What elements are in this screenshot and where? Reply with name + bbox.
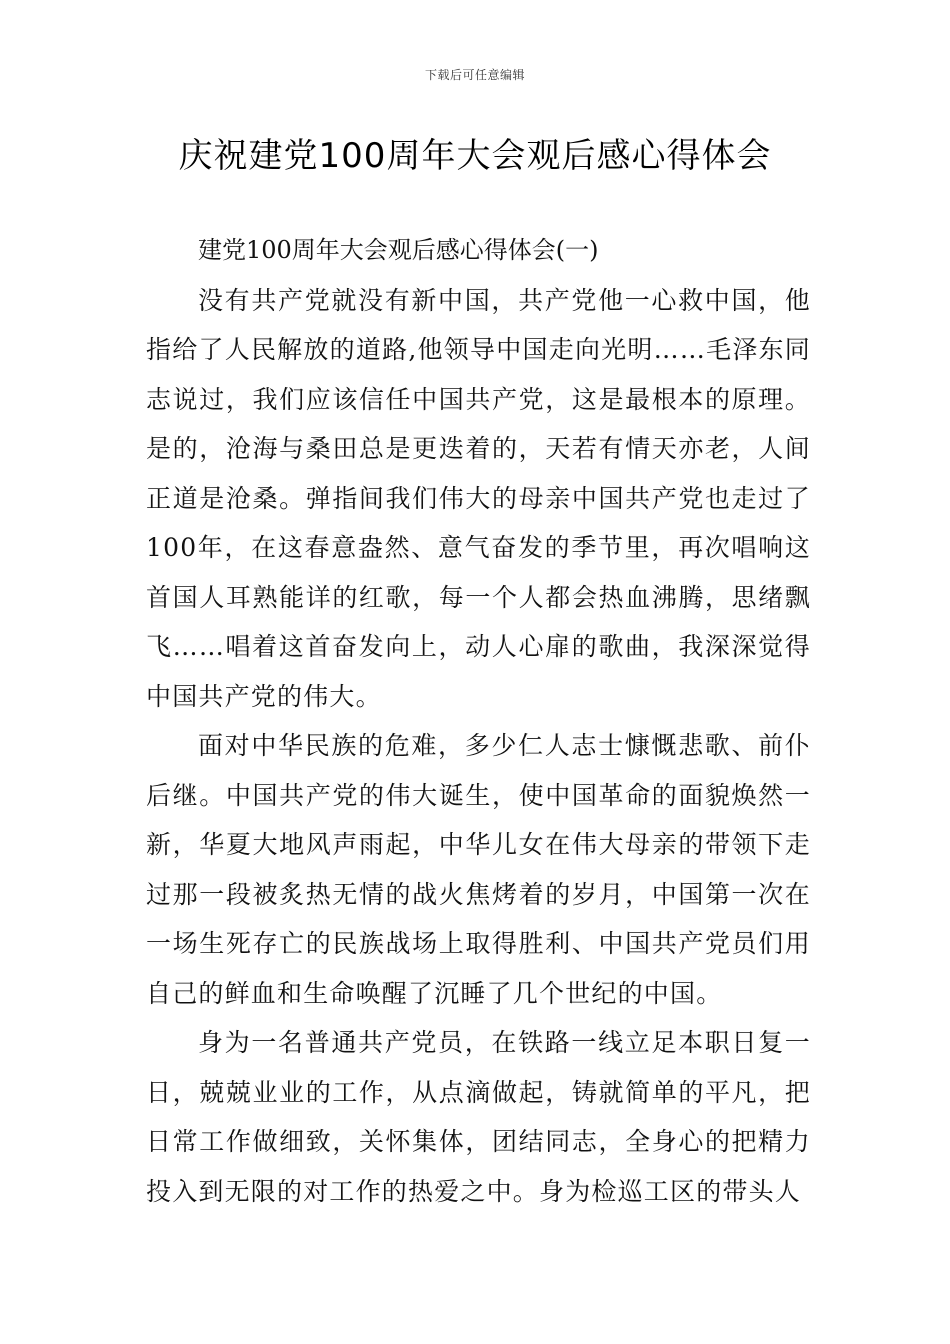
paragraph-1: 没有共产党就没有新中国，共产党他一心救中国，他指给了人民解放的道路,他领导中国走向光明……毛泽东同志说过，我们应该信任中国共产党，这是最根本的原理。是的，沧海与桑田总是更迭着的，天若有情天亦老，人间正道是沧桑。弹指间我们伟大的母亲中国共产党也走过了100年，在这春意盎然、意气奋发的季节里，再次唱响这首国人耳熟能详的红歌，每一个人都会热血沸腾，思绪飘飞……唱着这首奋发向上，动人心扉的歌曲，我深深觉得中国共产党的伟大。 — [146, 285, 811, 711]
section-heading: 建党100周年大会观后感心得体会(一) — [198, 236, 599, 264]
header-note: 下载后可任意编辑 — [424, 68, 525, 82]
paragraph-3: 身为一名普通共产党员，在铁路一线立足本职日复一日，兢兢业业的工作，从点滴做起，铸就简单的平凡，把日常工作做细致，关怀集体，团结同志，全身心的把精力投入到无限的对工作的热爱之中。身为检巡工区的带头人 — [146, 1028, 811, 1206]
document-body — [146, 226, 811, 1216]
paragraph-2: 面对中华民族的危难，多少仁人志士慷慨悲歌、前仆后继。中国共产党的伟大诞生，使中国革命的面貌焕然一新，华夏大地风声雨起，中华儿女在伟大母亲的带领下走过那一段被炙热无情的战火焦烤着的岁月，中国第一次在一场生死存亡的民族战场上取得胜利、中国共产党员们用自己的鲜血和生命唤醒了沉睡了几个世纪的中国。 — [146, 731, 811, 1008]
document-title: 庆祝建党100周年大会观后感心得体会 — [178, 136, 772, 176]
